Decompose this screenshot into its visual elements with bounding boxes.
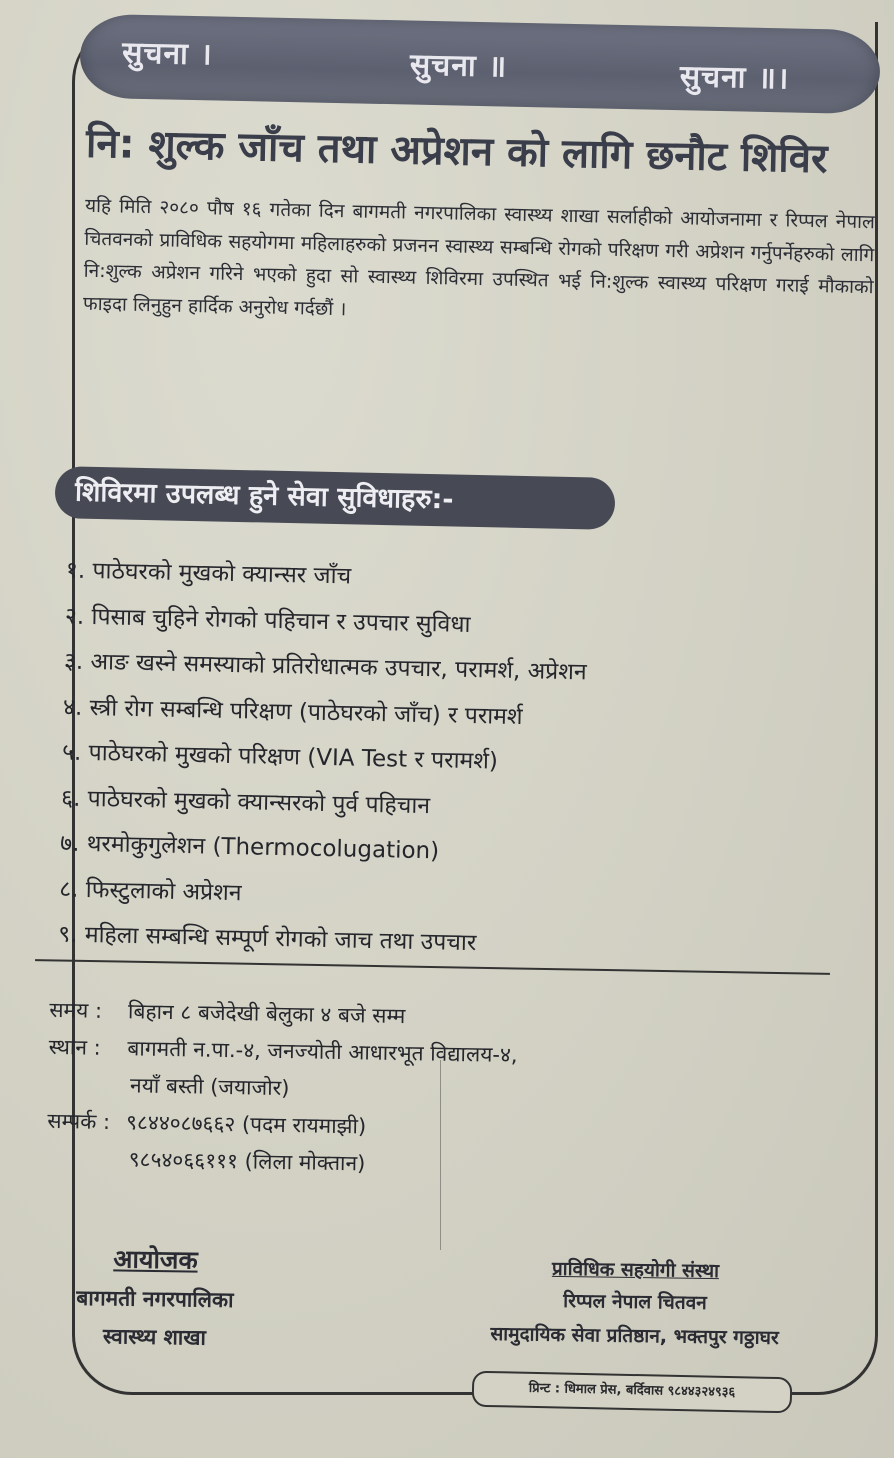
service-item: २. पिसाब चुहिने रोगको पहिचान र उपचार सुविधा: [64, 602, 471, 638]
partner-heading: प्राविधिक सहयोगी संस्था: [551, 1257, 720, 1283]
banner-label-3: सुचना ॥।: [679, 59, 790, 97]
service-item: ९. महिला सम्बन्धि सम्पूर्ण रोगको जाच तथा उपचार: [58, 921, 477, 957]
service-item: ८. फिस्टुलाको अप्रेशन: [58, 875, 242, 906]
place-label: स्थान :: [48, 1034, 101, 1060]
contact-value-line1: ९८४४०८७६६२ (पदम रायमाझी): [125, 1110, 367, 1139]
service-item: ४. स्त्री रोग सम्बन्धि परिक्षण (पाठेघरको जाँच) र परामर्श: [62, 693, 523, 730]
notice-banner: [79, 14, 881, 115]
place-value-line1: बागमती न.पा.-४, जनज्योती आधारभूत विद्यालय-४,: [127, 1036, 518, 1068]
services-heading: शिविरमा उपलब्ध हुने सेवा सुविधाहरु:-: [55, 466, 616, 530]
paper-fold-line: [440, 1060, 441, 1250]
services-list: [58, 549, 786, 973]
banner-label-2: सुचना ॥: [409, 47, 508, 85]
service-item: ५. पाठेघरको मुखको परिक्षण (VIA Test र परामर्श): [61, 739, 499, 775]
banner-label-1: सुचना ।: [121, 35, 214, 73]
partner-line1: रिप्पल नेपाल चितवन: [563, 1289, 707, 1315]
technical-partner-block: [439, 1252, 830, 1355]
organizer-block: [39, 1238, 271, 1357]
service-item: ३. आङ खस्ने समस्याको प्रतिरोधात्मक उपचार, परामर्श, अप्रेशन: [63, 648, 587, 686]
print-credit: प्रिन्ट : धिमाल प्रेस, बर्दिवास ९८४४३२४९३६: [472, 1371, 793, 1414]
partner-line2: सामुदायिक सेवा प्रतिष्ठान, भक्तपुर गठ्ठाघर: [490, 1322, 779, 1350]
time-value: बिहान ८ बजेदेखी बेलुका ४ बजे सम्म: [127, 999, 406, 1029]
organizer-line2: स्वास्थ्य शाखा: [102, 1324, 207, 1350]
intro-paragraph: यहि मिति २०८० पौष १६ गतेका दिन बागमती नगरपालिका स्वास्थ्य शाखा सर्लाहीको आयोजनामा र रिप्पल नेपाल चितवनको प्राविधिक सहयोगमा महिलाहरुको प्रजनन स्वास्थ्य सम्बन्धि रोगको परिक्षण गरी अप्रेशन गर्नुपर्नेहरुको लागि नि:शुल्क अप्रेशन गरिने भएको हुदा सो स्वास्थ्य शिविरमा उपस्थित भई नि:शुल्क स्वास्थ्य परिक्षण गराई मौकाको फाइदा लिनुहुन हार्दिक अनुरोध गर्दछौं ।: [82, 194, 876, 320]
organizer-heading: आयोजक: [113, 1244, 198, 1275]
notice-title: नि: शुल्क जाँच तथा अप्रेशन को लागि छनौट शिविर: [85, 120, 828, 183]
service-item: ६. पाठेघरको मुखको क्यान्सरको पुर्व पहिचान: [60, 784, 431, 819]
service-item: १. पाठेघरको मुखको क्यान्सर जाँच: [65, 557, 352, 590]
contact-value-line2: ९८५४०६६१११ (लिला मोक्तान): [128, 1147, 366, 1176]
place-value-line2: नयाँ बस्ती (जयाजोर): [129, 1073, 290, 1101]
time-label: समय :: [49, 997, 103, 1023]
contact-label: सम्पर्क :: [47, 1108, 111, 1134]
event-details: [46, 992, 749, 1189]
organizer-line1: बागमती नगरपालिका: [76, 1285, 234, 1313]
service-item: ७. थरमोकुगुलेशन (Thermocolugation): [59, 830, 440, 865]
